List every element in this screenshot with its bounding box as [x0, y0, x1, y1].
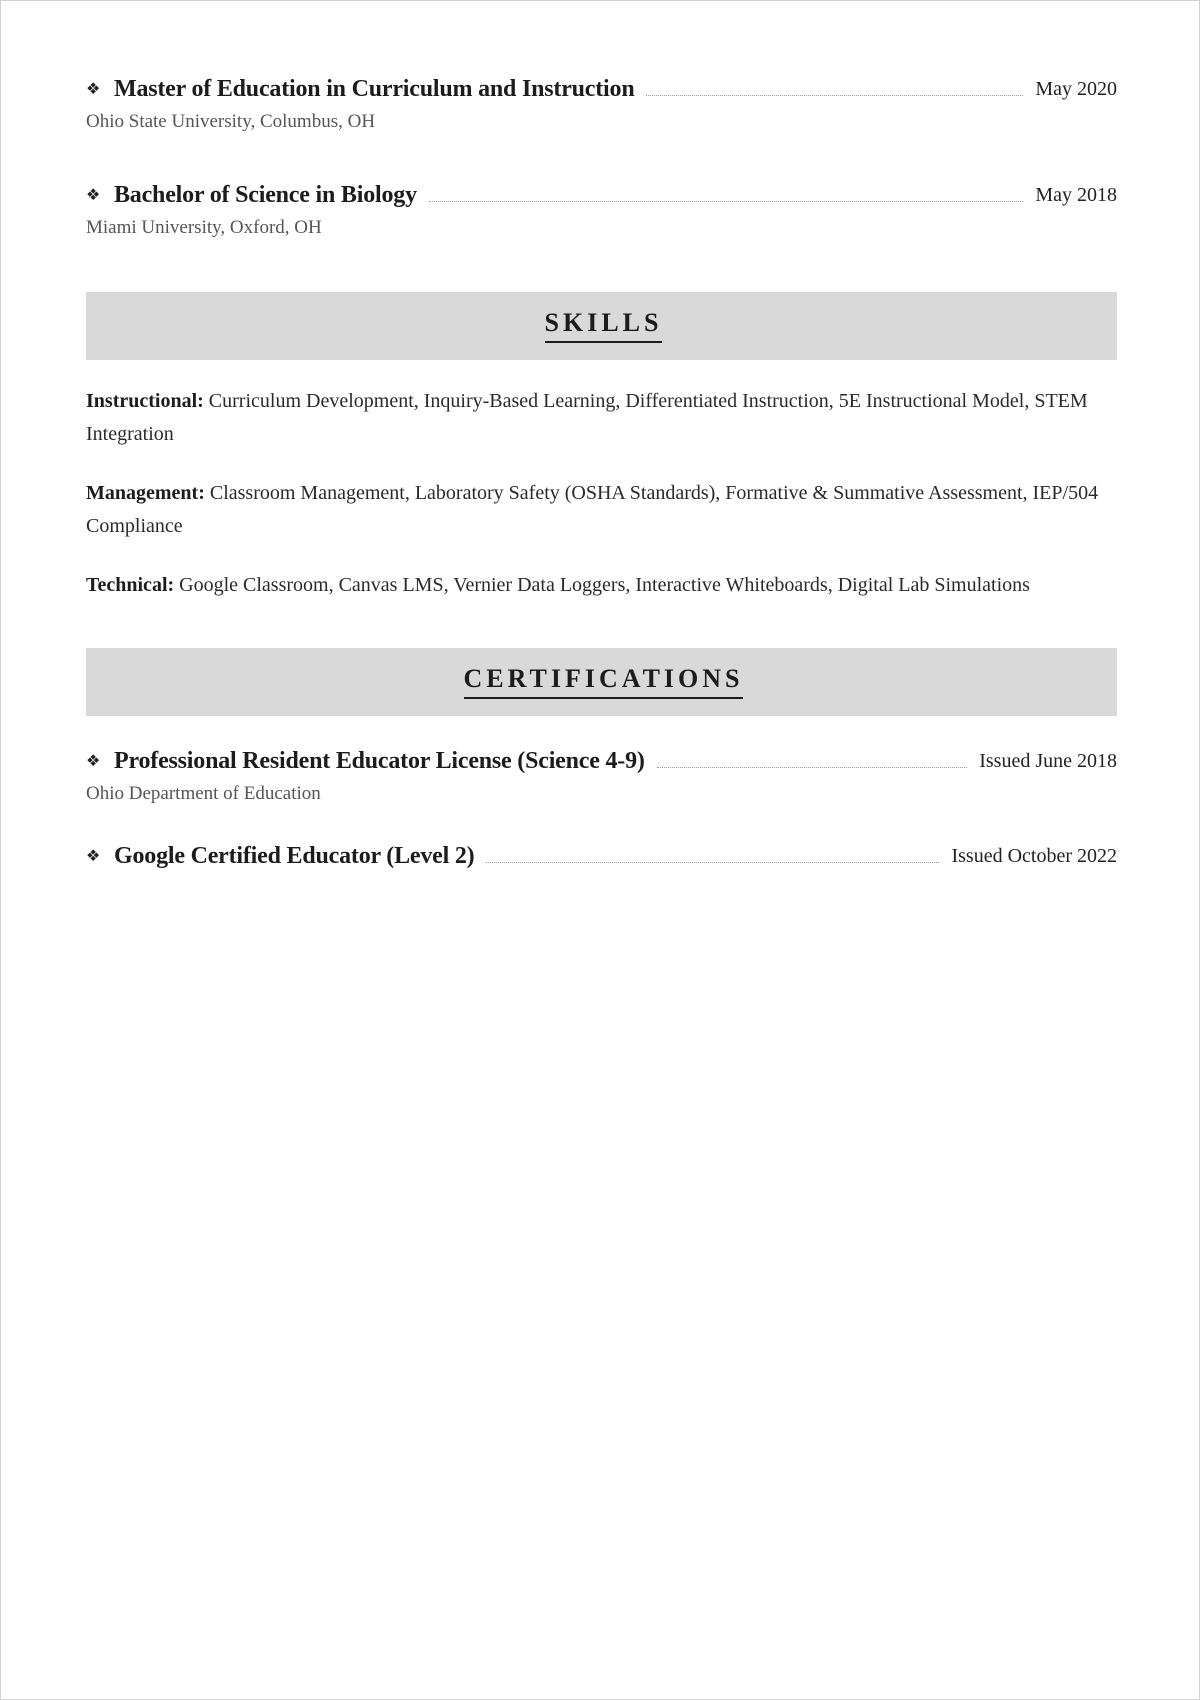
degree-title: Bachelor of Science in Biology	[114, 181, 417, 208]
skill-text: Classroom Management, Laboratory Safety (OSHA Standards), Formative & Summative Assessment, IEP/504 Compliance	[86, 482, 1099, 537]
diamond-bullet-icon: ❖	[86, 751, 101, 770]
skills-section-header	[86, 292, 1117, 360]
certification-entry	[86, 741, 1117, 813]
school-name: Ohio State University, Columbus, OH	[86, 111, 376, 132]
degree-date: May 2020	[1035, 77, 1117, 100]
education-entry-header	[86, 69, 1117, 109]
section-title: SKILLS	[545, 309, 663, 342]
certification-issuer: Ohio Department of Education	[86, 783, 321, 804]
certification-entry	[86, 836, 1117, 876]
skill-text: Google Classroom, Canvas LMS, Vernier Data Loggers, Interactive Whiteboards, Digital Lab Simulations	[179, 574, 1030, 596]
degree-title: Master of Education in Curriculum and Instruction	[114, 75, 635, 102]
education-entry	[86, 175, 1117, 247]
certification-entry-header	[86, 741, 1117, 781]
skills-list	[86, 385, 1117, 602]
diamond-bullet-icon: ❖	[86, 185, 101, 204]
skill-label: Instructional:	[86, 390, 204, 412]
skill-row	[86, 569, 1117, 602]
degree-date: May 2018	[1035, 183, 1117, 206]
diamond-bullet-icon: ❖	[86, 846, 101, 865]
dotted-leader	[646, 95, 1023, 96]
skill-row	[86, 385, 1117, 451]
certification-name: Professional Resident Educator License (Science 4-9)	[114, 747, 645, 774]
skill-row	[86, 477, 1117, 543]
education-entry	[86, 69, 1117, 141]
skill-label: Management:	[86, 482, 205, 504]
school-name: Miami University, Oxford, OH	[86, 217, 322, 238]
diamond-bullet-icon: ❖	[86, 79, 101, 98]
certification-date: Issued June 2018	[979, 749, 1117, 772]
certifications-section-header	[86, 648, 1117, 716]
skill-label: Technical:	[86, 574, 175, 596]
dotted-leader	[429, 201, 1023, 202]
certification-entry-header	[86, 836, 1117, 876]
certification-date: Issued October 2022	[951, 844, 1117, 867]
skill-text: Curriculum Development, Inquiry-Based Learning, Differentiated Instruction, 5E Instructional Model, STEM Integration	[86, 390, 1088, 445]
certification-name: Google Certified Educator (Level 2)	[114, 842, 475, 869]
section-title: CERTIFICATIONS	[464, 665, 744, 698]
dotted-leader	[657, 767, 968, 768]
dotted-leader	[486, 862, 939, 863]
education-entry-header	[86, 175, 1117, 215]
